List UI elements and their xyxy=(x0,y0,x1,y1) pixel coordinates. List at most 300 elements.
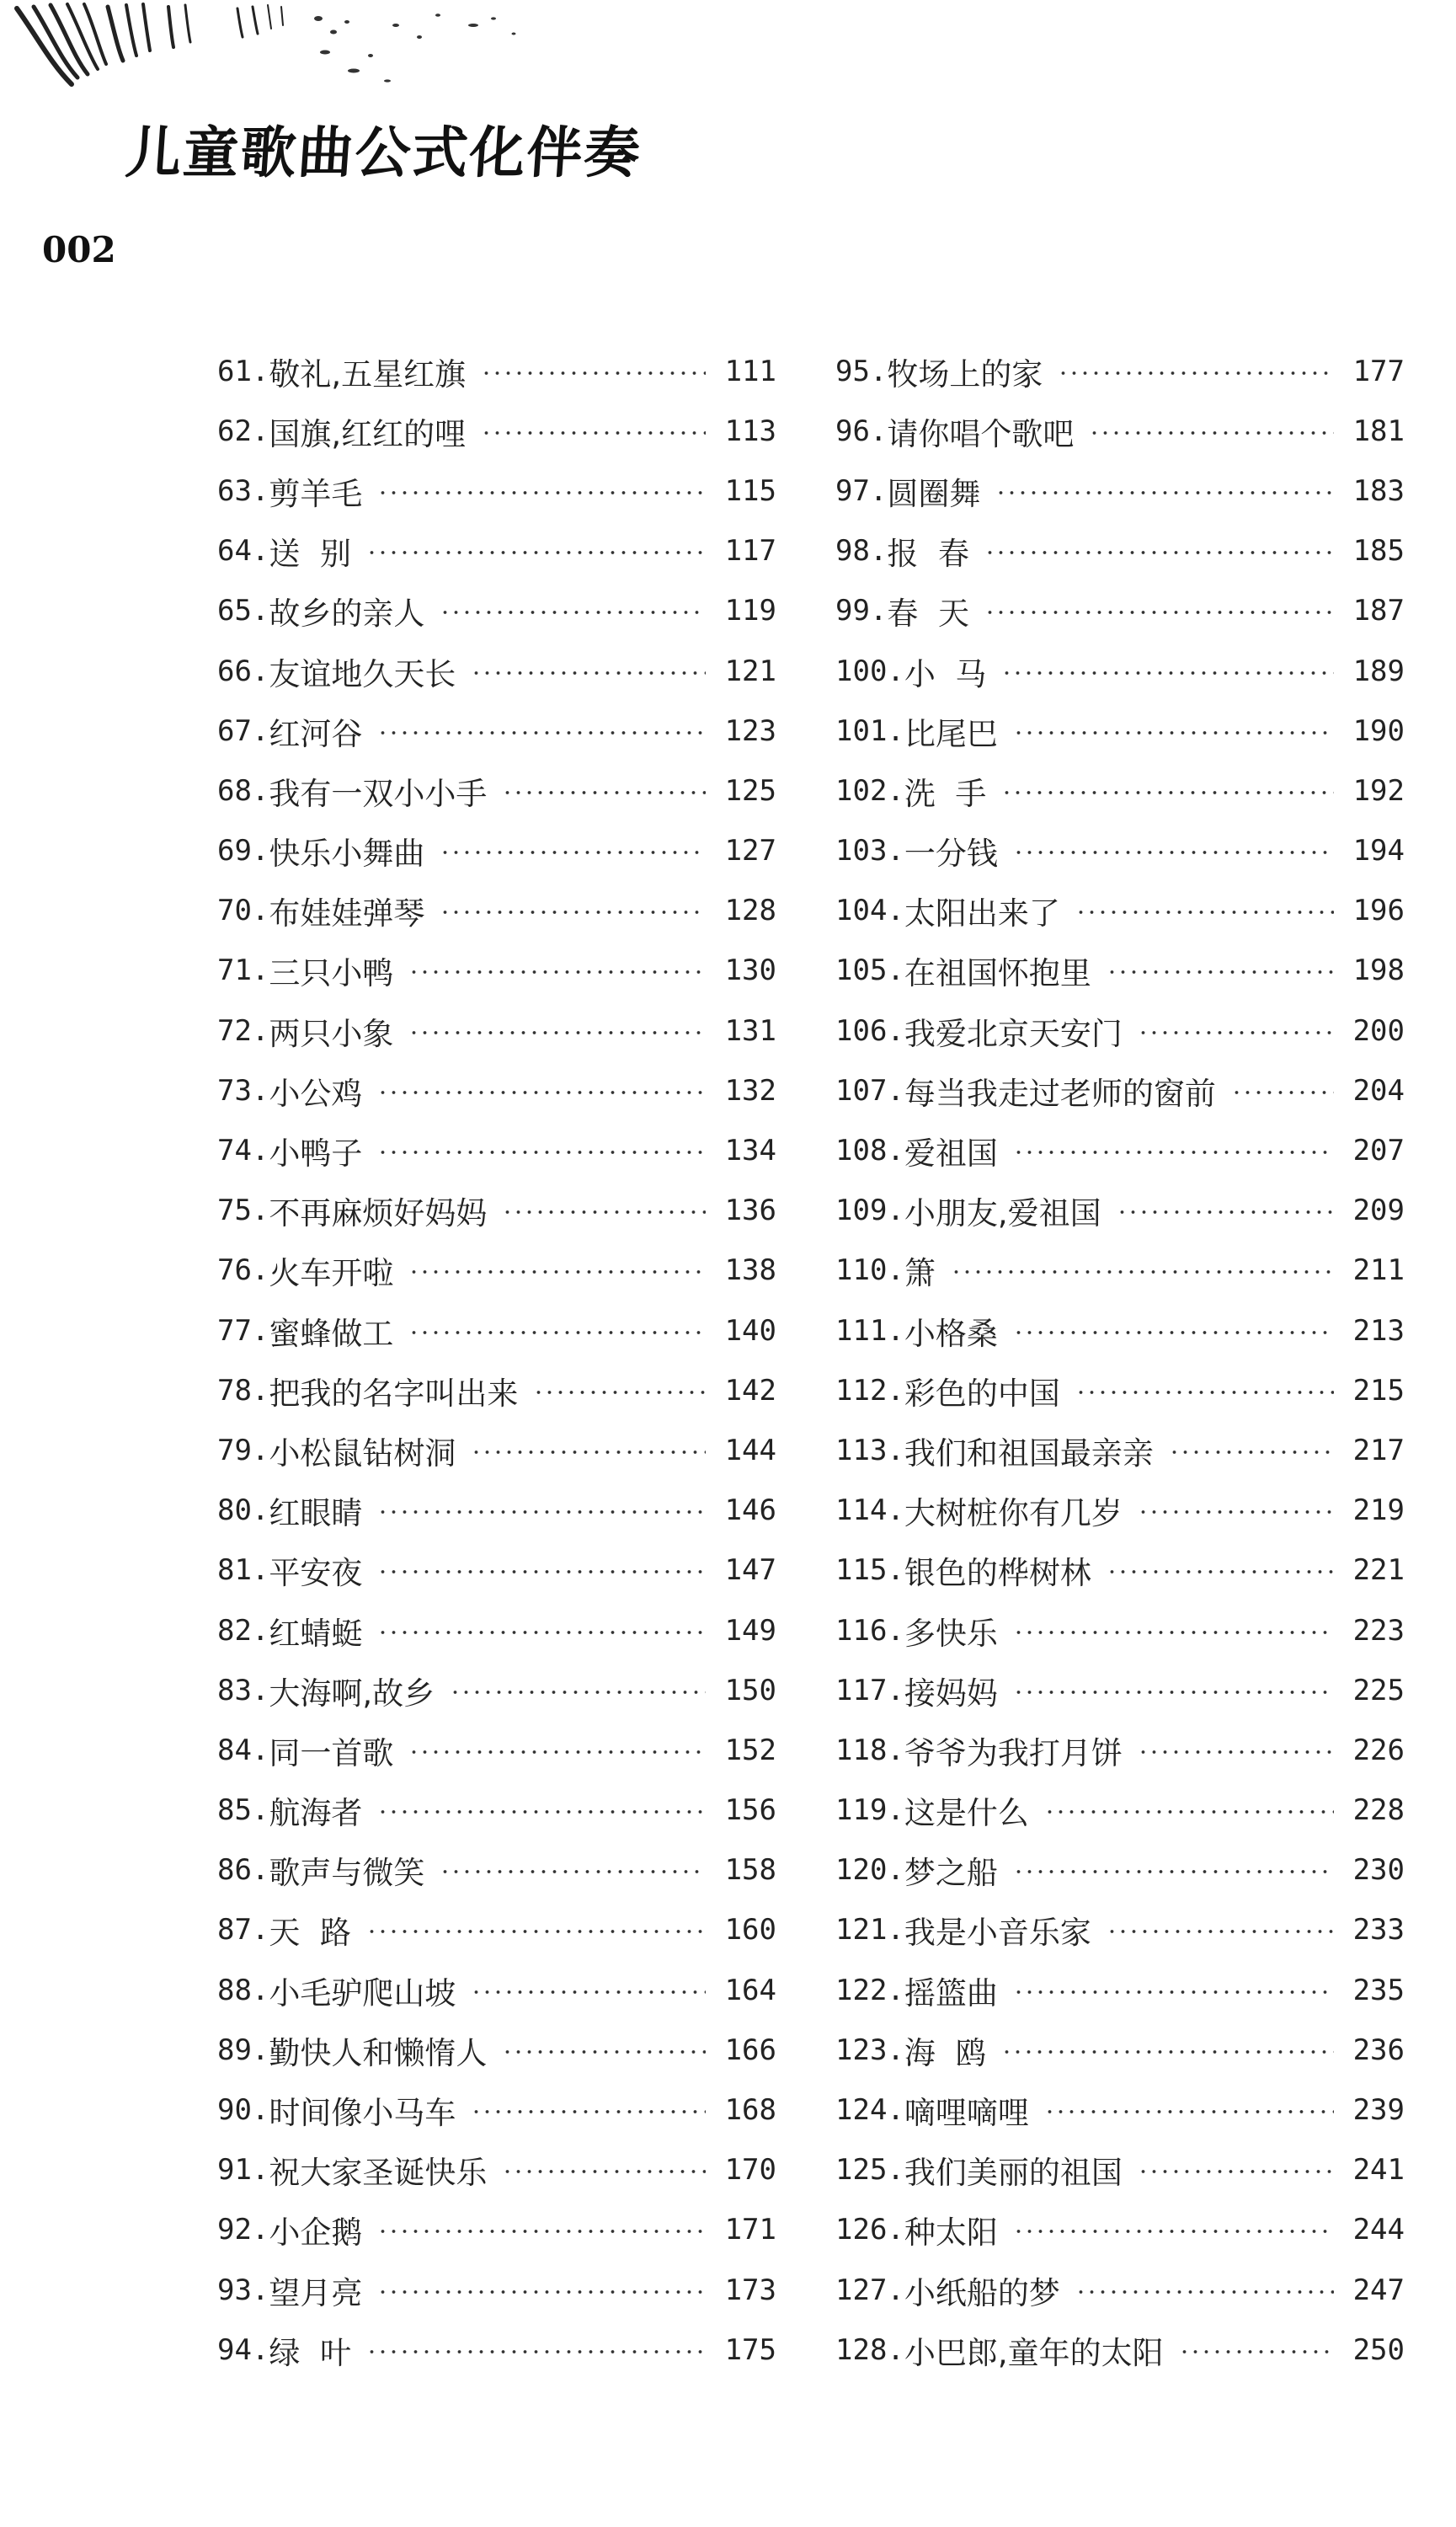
entry-page-number: 235 xyxy=(1352,1973,1405,2007)
toc-entry[interactable] xyxy=(835,1181,1405,1241)
entry-title: 红眼睛 xyxy=(269,1495,363,1532)
toc-entry[interactable] xyxy=(217,341,776,401)
entry-page-number: 181 xyxy=(1352,414,1405,448)
dot-leader xyxy=(1058,371,1334,376)
entry-number: 84. xyxy=(217,1733,269,1767)
entry-number: 75. xyxy=(217,1194,269,1228)
entry-page-number: 233 xyxy=(1352,1913,1405,1947)
entry-number: 96. xyxy=(835,414,888,448)
dot-leader xyxy=(408,1269,706,1274)
entry-page-number: 175 xyxy=(724,2332,776,2367)
entry-number: 116. xyxy=(835,1613,904,1648)
entry-title: 小巴郎,童年的太阳 xyxy=(904,2334,1164,2371)
toc-entry[interactable] xyxy=(835,1541,1405,1600)
toc-entry[interactable] xyxy=(217,1060,776,1120)
entry-page-number: 223 xyxy=(1352,1613,1405,1648)
toc-entry[interactable] xyxy=(835,1420,1405,1480)
entry-number: 68. xyxy=(217,773,269,808)
entry-page-number: 244 xyxy=(1352,2213,1405,2247)
entry-number: 119. xyxy=(835,1793,904,1828)
toc-entry[interactable] xyxy=(217,1481,776,1541)
toc-entry[interactable] xyxy=(217,581,776,641)
entry-page-number: 152 xyxy=(724,1733,776,1767)
dot-leader xyxy=(408,1750,706,1755)
entry-title: 小纸船的梦 xyxy=(904,2274,1060,2311)
entry-title: 箫 xyxy=(904,1255,936,1292)
entry-title: 彩色的中国 xyxy=(904,1375,1060,1412)
entry-page-number: 221 xyxy=(1352,1553,1405,1588)
toc-entry[interactable] xyxy=(835,1840,1405,1900)
entry-title: 摇篮曲 xyxy=(904,1974,998,2011)
toc-entry[interactable] xyxy=(835,521,1405,581)
dot-leader xyxy=(984,610,1334,615)
entry-page-number: 115 xyxy=(724,473,776,508)
toc-entry[interactable] xyxy=(217,461,776,521)
entry-number: 123. xyxy=(835,2033,904,2067)
entry-title: 三只小鸭 xyxy=(269,955,394,992)
entry-title: 种太阳 xyxy=(904,2214,998,2252)
entry-page-number: 150 xyxy=(724,1673,776,1707)
dot-leader xyxy=(440,850,706,855)
entry-title: 时间像小马车 xyxy=(269,2095,456,2132)
toc-entry[interactable] xyxy=(835,821,1405,881)
entry-number: 83. xyxy=(217,1673,269,1707)
dot-leader xyxy=(366,2349,706,2354)
toc-entry[interactable] xyxy=(217,2320,776,2380)
dot-leader xyxy=(1075,1390,1334,1395)
toc-entry[interactable] xyxy=(835,1360,1405,1420)
toc-entry[interactable] xyxy=(217,1660,776,1720)
entry-page-number: 247 xyxy=(1352,2273,1405,2307)
dot-leader xyxy=(1169,1450,1334,1455)
dot-leader xyxy=(502,790,706,795)
entry-number: 100. xyxy=(835,654,904,688)
entry-number: 105. xyxy=(835,954,904,988)
entry-page-number: 209 xyxy=(1352,1194,1405,1228)
dot-leader xyxy=(377,1630,706,1635)
toc-entry[interactable] xyxy=(217,1241,776,1301)
entry-number: 112. xyxy=(835,1373,904,1408)
entry-title: 友谊地久天长 xyxy=(269,655,456,692)
toc-entry[interactable] xyxy=(217,881,776,941)
entry-title: 请你唱个歌吧 xyxy=(887,415,1075,452)
dot-leader xyxy=(377,2289,706,2295)
entry-title: 国旗,红红的哩 xyxy=(269,415,467,452)
entry-title: 爱祖国 xyxy=(904,1135,998,1173)
dot-leader xyxy=(377,1569,706,1574)
entry-title: 同一首歌 xyxy=(269,1734,394,1771)
entry-number: 67. xyxy=(217,713,269,748)
dot-leader xyxy=(1013,1869,1334,1874)
entry-title: 平安夜 xyxy=(269,1555,363,1592)
toc-entry[interactable] xyxy=(217,2260,776,2320)
entry-page-number: 168 xyxy=(724,2093,776,2128)
dot-leader xyxy=(471,670,706,676)
entry-title: 报 春 xyxy=(887,536,969,573)
entry-title: 我有一双小小手 xyxy=(269,775,488,812)
toc-entry[interactable] xyxy=(217,821,776,881)
entry-page-number: 183 xyxy=(1352,473,1405,508)
entry-number: 106. xyxy=(835,1013,904,1048)
toc-entry[interactable] xyxy=(217,1120,776,1180)
dot-leader xyxy=(471,1990,706,1995)
entry-page-number: 177 xyxy=(1352,354,1405,388)
entry-page-number: 219 xyxy=(1352,1493,1405,1528)
toc-entry[interactable] xyxy=(217,2080,776,2140)
entry-title: 爷爷为我打月饼 xyxy=(904,1734,1123,1771)
toc-entry[interactable] xyxy=(217,1840,776,1900)
toc-entry[interactable] xyxy=(835,2260,1405,2320)
toc-entry[interactable] xyxy=(835,1301,1405,1360)
entry-number: 126. xyxy=(835,2213,904,2247)
header-decoration xyxy=(0,0,539,93)
entry-title: 两只小象 xyxy=(269,1015,394,1052)
entry-page-number: 121 xyxy=(724,654,776,688)
entry-page-number: 160 xyxy=(724,1913,776,1947)
entry-number: 101. xyxy=(835,713,904,748)
dot-leader xyxy=(1013,1630,1334,1635)
toc-entry[interactable] xyxy=(835,1120,1405,1180)
entry-page-number: 190 xyxy=(1352,713,1405,748)
toc-entry[interactable] xyxy=(835,1060,1405,1120)
entry-number: 102. xyxy=(835,773,904,808)
toc-right-column xyxy=(835,341,1405,2380)
entry-title: 敬礼,五星红旗 xyxy=(269,355,467,393)
entry-number: 90. xyxy=(217,2093,269,2128)
entry-page-number: 113 xyxy=(724,414,776,448)
entry-title: 把我的名字叫出来 xyxy=(269,1375,519,1412)
entry-number: 66. xyxy=(217,654,269,688)
toc-entry[interactable] xyxy=(217,1900,776,1960)
toc-entry[interactable] xyxy=(835,461,1405,521)
dot-leader xyxy=(408,1330,706,1335)
entry-title: 小格桑 xyxy=(904,1315,998,1352)
dot-leader xyxy=(1075,2289,1334,2295)
dot-leader xyxy=(408,1030,706,1035)
dot-leader xyxy=(377,1090,706,1095)
toc-entry[interactable] xyxy=(217,1181,776,1241)
toc-entry[interactable] xyxy=(835,341,1405,401)
dot-leader xyxy=(377,730,706,735)
entry-number: 118. xyxy=(835,1733,904,1767)
entry-number: 94. xyxy=(217,2332,269,2367)
entry-number: 63. xyxy=(217,473,269,508)
entry-number: 124. xyxy=(835,2093,904,2128)
entry-page-number: 125 xyxy=(724,773,776,808)
entry-page-number: 127 xyxy=(724,834,776,868)
entry-number: 77. xyxy=(217,1313,269,1348)
entry-page-number: 230 xyxy=(1352,1853,1405,1888)
entry-number: 103. xyxy=(835,834,904,868)
dot-leader xyxy=(1044,2109,1334,2114)
dot-leader xyxy=(440,1869,706,1874)
entry-title: 我爱北京天安门 xyxy=(904,1015,1123,1052)
dot-leader xyxy=(377,1809,706,1814)
entry-page-number: 196 xyxy=(1352,894,1405,928)
entry-title: 每当我走过老师的窗前 xyxy=(904,1075,1216,1112)
entry-number: 93. xyxy=(217,2273,269,2307)
entry-number: 110. xyxy=(835,1253,904,1288)
entry-page-number: 140 xyxy=(724,1313,776,1348)
dot-leader xyxy=(1001,790,1334,795)
entry-title: 蜜蜂做工 xyxy=(269,1315,394,1352)
entry-number: 92. xyxy=(217,2213,269,2247)
toc-entry[interactable] xyxy=(835,1720,1405,1780)
entry-page-number: 134 xyxy=(724,1134,776,1168)
entry-title: 梦之船 xyxy=(904,1855,998,1892)
entry-title: 快乐小舞曲 xyxy=(269,836,425,873)
toc-entry[interactable] xyxy=(835,2140,1405,2200)
entry-number: 78. xyxy=(217,1373,269,1408)
entry-title: 比尾巴 xyxy=(904,715,998,752)
toc-entry[interactable] xyxy=(217,701,776,761)
toc-entry[interactable] xyxy=(835,881,1405,941)
dot-leader xyxy=(1001,670,1334,676)
book-title: 儿童歌曲公式化伴奏 xyxy=(123,120,644,185)
entry-title: 绿 叶 xyxy=(269,2334,351,2371)
dot-leader xyxy=(533,1390,706,1395)
entry-title: 歌声与微笑 xyxy=(269,1855,425,1892)
toc-entry[interactable] xyxy=(835,1241,1405,1301)
toc-entry[interactable] xyxy=(217,761,776,820)
entry-page-number: 136 xyxy=(724,1194,776,1228)
dot-leader xyxy=(1089,430,1334,435)
toc-entry[interactable] xyxy=(835,1960,1405,2020)
dot-leader xyxy=(1013,1150,1334,1155)
toc-entry[interactable] xyxy=(835,701,1405,761)
entry-page-number: 204 xyxy=(1352,1073,1405,1108)
entry-number: 120. xyxy=(835,1853,904,1888)
entry-number: 109. xyxy=(835,1194,904,1228)
toc-entry[interactable] xyxy=(217,1720,776,1780)
dot-leader xyxy=(377,1509,706,1515)
entry-title: 一分钱 xyxy=(904,836,998,873)
dot-leader xyxy=(502,2049,706,2054)
entry-number: 88. xyxy=(217,1973,269,2007)
dot-leader xyxy=(1044,1809,1334,1814)
entry-title: 小公鸡 xyxy=(269,1075,363,1112)
toc-entry[interactable] xyxy=(217,1960,776,2020)
toc-entry[interactable] xyxy=(217,2020,776,2080)
toc-entry[interactable] xyxy=(217,1600,776,1660)
dot-leader xyxy=(984,550,1334,555)
entry-page-number: 211 xyxy=(1352,1253,1405,1288)
entry-title: 我是小音乐家 xyxy=(904,1915,1091,1952)
entry-number: 104. xyxy=(835,894,904,928)
toc-entry[interactable] xyxy=(217,641,776,701)
dot-leader xyxy=(1138,1030,1334,1035)
entry-page-number: 189 xyxy=(1352,654,1405,688)
toc-entry[interactable] xyxy=(835,2080,1405,2140)
entry-number: 99. xyxy=(835,594,888,628)
toc-entry[interactable] xyxy=(217,1301,776,1360)
toc-entry[interactable] xyxy=(217,1541,776,1600)
entry-title: 小 马 xyxy=(904,655,987,692)
toc-entry[interactable] xyxy=(835,761,1405,820)
toc-entry[interactable] xyxy=(835,1001,1405,1060)
toc-entry[interactable] xyxy=(835,1781,1405,1840)
toc-entry[interactable] xyxy=(835,1481,1405,1541)
dot-leader xyxy=(502,2169,706,2174)
toc-entry[interactable] xyxy=(835,2020,1405,2080)
entry-page-number: 207 xyxy=(1352,1134,1405,1168)
entry-title: 小朋友,爱祖国 xyxy=(904,1195,1101,1232)
entry-page-number: 200 xyxy=(1352,1013,1405,1048)
entry-page-number: 226 xyxy=(1352,1733,1405,1767)
dot-leader xyxy=(1107,1929,1334,1934)
entry-number: 127. xyxy=(835,2273,904,2307)
entry-page-number: 228 xyxy=(1352,1793,1405,1828)
dot-leader xyxy=(1013,2229,1334,2234)
entry-page-number: 128 xyxy=(724,894,776,928)
entry-title: 红河谷 xyxy=(269,715,363,752)
entry-page-number: 173 xyxy=(724,2273,776,2307)
dot-leader xyxy=(1138,1750,1334,1755)
entry-number: 98. xyxy=(835,534,888,569)
entry-title: 不再麻烦好妈妈 xyxy=(269,1195,488,1232)
entry-page-number: 170 xyxy=(724,2153,776,2188)
entry-page-number: 171 xyxy=(724,2213,776,2247)
dot-leader xyxy=(440,910,706,915)
dot-leader xyxy=(481,430,706,435)
entry-number: 125. xyxy=(835,2153,904,2188)
entry-number: 89. xyxy=(217,2033,269,2067)
entry-number: 108. xyxy=(835,1134,904,1168)
toc-entry[interactable] xyxy=(217,941,776,1001)
entry-title: 红蜻蜓 xyxy=(269,1615,363,1652)
entry-title: 大树桩你有几岁 xyxy=(904,1495,1123,1532)
toc-entry[interactable] xyxy=(835,401,1405,461)
entry-number: 85. xyxy=(217,1793,269,1828)
entry-number: 113. xyxy=(835,1433,904,1467)
entry-page-number: 146 xyxy=(724,1493,776,1528)
entry-number: 70. xyxy=(217,894,269,928)
dot-leader xyxy=(377,2229,706,2234)
entry-page-number: 215 xyxy=(1352,1373,1405,1408)
entry-title: 小松鼠钻树洞 xyxy=(269,1434,456,1472)
entry-title: 多快乐 xyxy=(904,1615,998,1652)
entry-number: 65. xyxy=(217,594,269,628)
entry-number: 97. xyxy=(835,473,888,508)
entry-title: 小企鹅 xyxy=(269,2214,363,2252)
dot-leader xyxy=(377,490,706,495)
dot-leader xyxy=(951,1269,1334,1274)
toc-entry[interactable] xyxy=(217,2200,776,2260)
entry-number: 107. xyxy=(835,1073,904,1108)
entry-page-number: 149 xyxy=(724,1613,776,1648)
entry-title: 望月亮 xyxy=(269,2274,363,2311)
entry-page-number: 192 xyxy=(1352,773,1405,808)
entry-page-number: 130 xyxy=(724,954,776,988)
entry-page-number: 119 xyxy=(724,594,776,628)
entry-title: 航海者 xyxy=(269,1795,363,1832)
toc-entry[interactable] xyxy=(835,2320,1405,2380)
dot-leader xyxy=(366,1929,706,1934)
entry-page-number: 194 xyxy=(1352,834,1405,868)
entry-number: 128. xyxy=(835,2332,904,2367)
entry-title: 剪羊毛 xyxy=(269,475,363,512)
toc-entry[interactable] xyxy=(217,1360,776,1420)
entry-title: 这是什么 xyxy=(904,1795,1029,1832)
entry-number: 79. xyxy=(217,1433,269,1467)
entry-title: 小毛驴爬山坡 xyxy=(269,1974,456,2011)
entry-title: 大海啊,故乡 xyxy=(269,1675,435,1712)
toc-entry[interactable] xyxy=(835,941,1405,1001)
entry-number: 82. xyxy=(217,1613,269,1648)
entry-title: 海 鸥 xyxy=(904,2034,987,2071)
toc-entry[interactable] xyxy=(217,1781,776,1840)
toc-entry[interactable] xyxy=(217,1001,776,1060)
entry-page-number: 225 xyxy=(1352,1673,1405,1707)
entry-page-number: 111 xyxy=(724,354,776,388)
dot-leader xyxy=(1107,970,1334,975)
dot-leader xyxy=(408,970,706,975)
toc-entry[interactable] xyxy=(835,1900,1405,1960)
entry-number: 74. xyxy=(217,1134,269,1168)
entry-page-number: 166 xyxy=(724,2033,776,2067)
toc-left-column xyxy=(217,341,776,2380)
entry-title: 布娃娃弹琴 xyxy=(269,895,425,932)
dot-leader xyxy=(1117,1210,1334,1215)
toc-entry[interactable] xyxy=(217,401,776,461)
dot-leader xyxy=(481,371,706,376)
toc-entry[interactable] xyxy=(835,641,1405,701)
dot-leader xyxy=(377,1150,706,1155)
entry-page-number: 213 xyxy=(1352,1313,1405,1348)
entry-page-number: 147 xyxy=(724,1553,776,1588)
toc-entry[interactable] xyxy=(217,2140,776,2200)
entry-number: 122. xyxy=(835,1973,904,2007)
dot-leader xyxy=(1013,850,1334,855)
toc-entry[interactable] xyxy=(217,521,776,581)
entry-page-number: 164 xyxy=(724,1973,776,2007)
toc-entry[interactable] xyxy=(835,1660,1405,1720)
entry-number: 72. xyxy=(217,1013,269,1048)
entry-page-number: 156 xyxy=(724,1793,776,1828)
entry-number: 121. xyxy=(835,1913,904,1947)
entry-number: 73. xyxy=(217,1073,269,1108)
dot-leader xyxy=(1013,1690,1334,1695)
entry-number: 87. xyxy=(217,1913,269,1947)
entry-title: 洗 手 xyxy=(904,775,987,812)
dot-leader xyxy=(366,550,706,555)
entry-title: 故乡的亲人 xyxy=(269,596,425,633)
entry-title: 圆圈舞 xyxy=(887,475,981,512)
entry-number: 111. xyxy=(835,1313,904,1348)
toc-entry[interactable] xyxy=(217,1420,776,1480)
entry-number: 114. xyxy=(835,1493,904,1528)
entry-number: 117. xyxy=(835,1673,904,1707)
entry-page-number: 138 xyxy=(724,1253,776,1288)
dot-leader xyxy=(1013,1330,1334,1335)
entry-title: 嘀哩嘀哩 xyxy=(904,2095,1029,2132)
toc-entry[interactable] xyxy=(835,1600,1405,1660)
entry-number: 80. xyxy=(217,1493,269,1528)
entry-number: 62. xyxy=(217,414,269,448)
entry-page-number: 132 xyxy=(724,1073,776,1108)
entry-page-number: 158 xyxy=(724,1853,776,1888)
entry-number: 86. xyxy=(217,1853,269,1888)
dot-leader xyxy=(1107,1569,1334,1574)
entry-page-number: 123 xyxy=(724,713,776,748)
toc-entry[interactable] xyxy=(835,2200,1405,2260)
dot-leader xyxy=(471,1450,706,1455)
entry-title: 火车开啦 xyxy=(269,1255,394,1292)
toc-entry[interactable] xyxy=(835,581,1405,641)
entry-number: 64. xyxy=(217,534,269,569)
entry-title: 勤快人和懒惰人 xyxy=(269,2034,488,2071)
dot-leader xyxy=(1075,910,1334,915)
